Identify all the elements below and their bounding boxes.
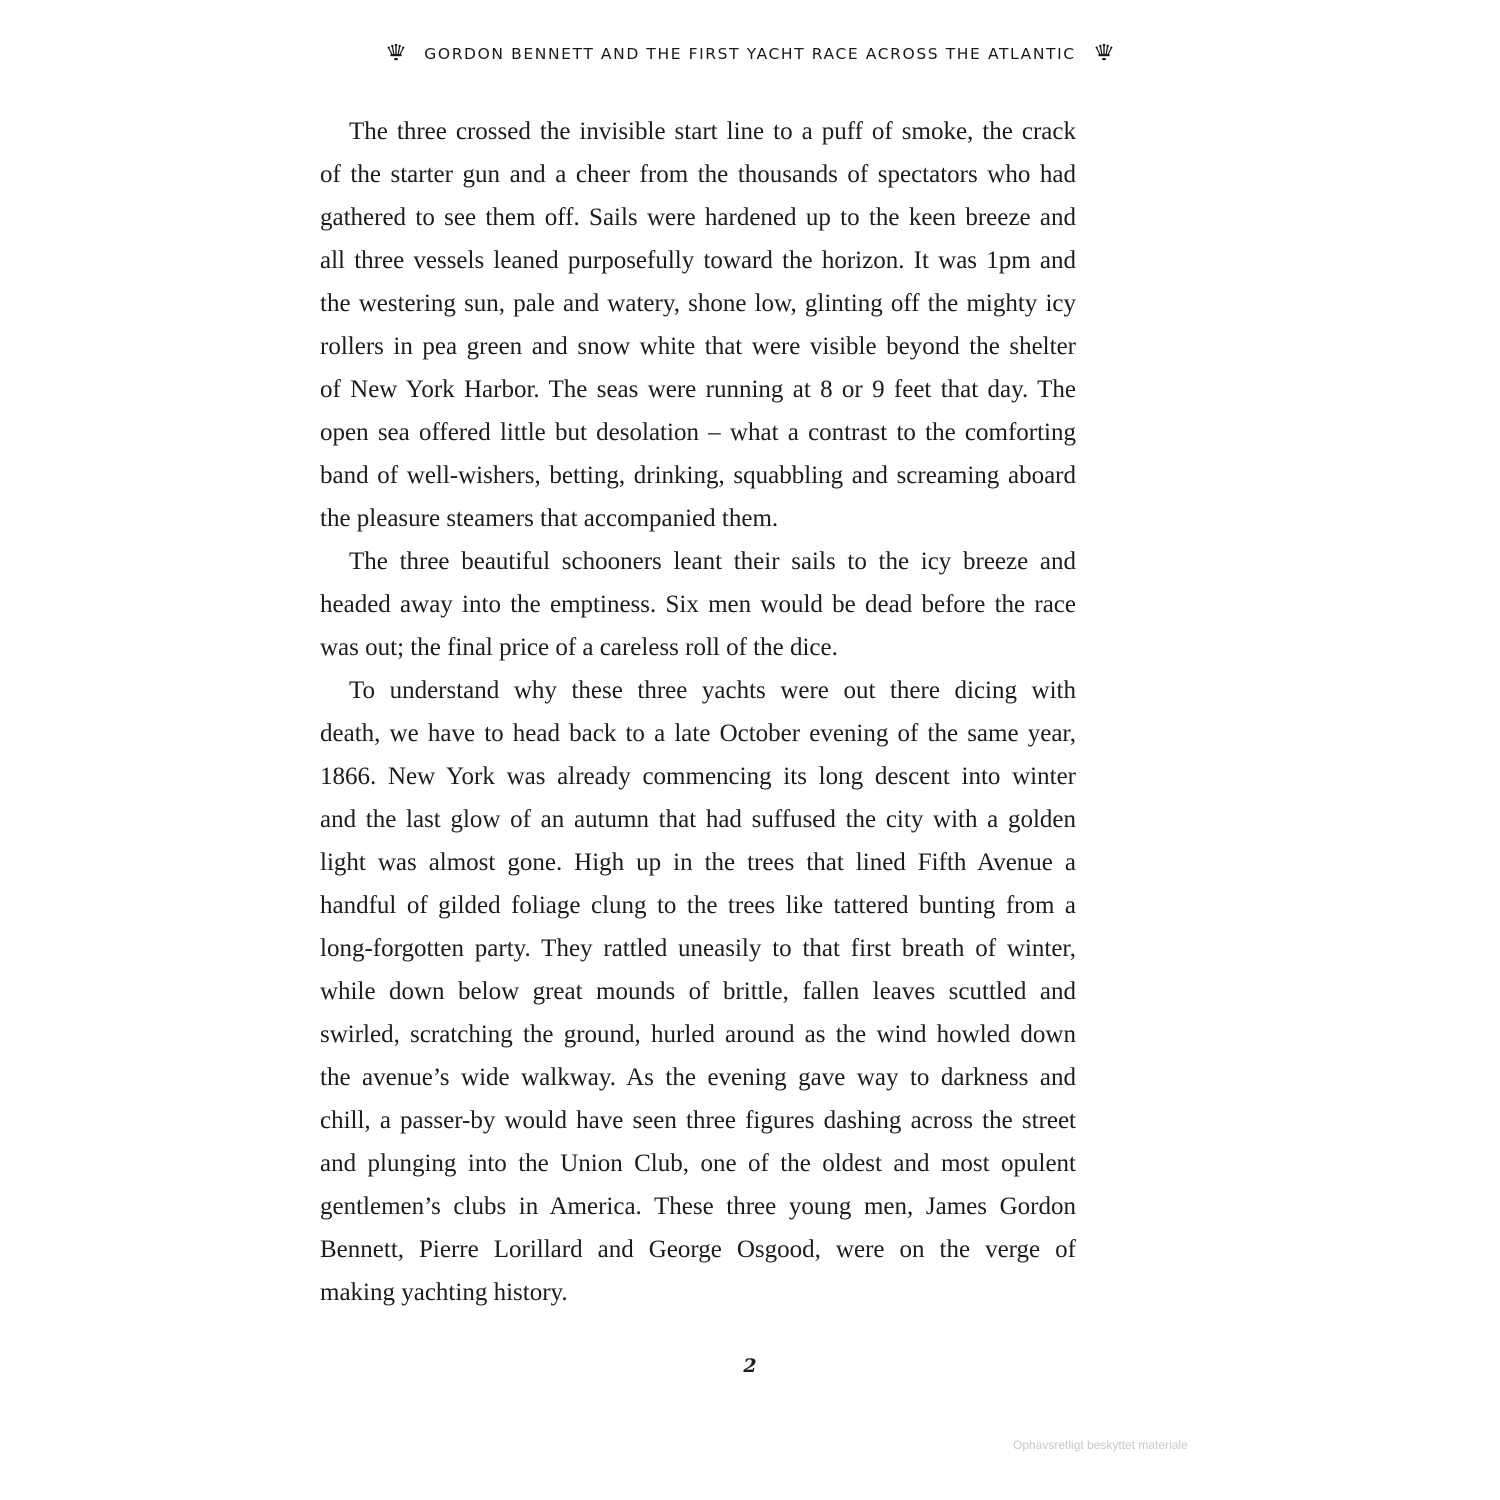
text-line: rollers in pea green and snow white that were visible beyond the shelter	[320, 333, 1076, 360]
text-line: while down below great mounds of brittle, fallen leaves scuttled and	[320, 978, 1076, 1005]
text-line: The three beautiful schooners leant their sails to the icy breeze and	[349, 548, 1076, 575]
text-line: band of well-wishers, betting, drinking, squabbling and screaming aboard	[320, 462, 1076, 489]
text-line: 1866. New York was already commencing its long descent into winter	[320, 763, 1076, 790]
text-line: handful of gilded foliage clung to the trees like tattered bunting from a	[320, 892, 1076, 919]
paragraph-2	[320, 540, 1076, 669]
text-line: death, we have to head back to a late October evening of the same year,	[320, 720, 1076, 747]
text-line: of New York Harbor. The seas were running at 8 or 9 feet that day. The	[320, 376, 1076, 403]
text-line: the westering sun, pale and watery, shone low, glinting off the mighty icy	[320, 290, 1076, 317]
text-line: was out; the final price of a careless roll of the dice.	[320, 634, 838, 661]
crown-ornament-icon	[1094, 42, 1114, 62]
text-line: the pleasure steamers that accompanied them.	[320, 505, 779, 532]
text-line: of the starter gun and a cheer from the thousands of spectators who had	[320, 161, 1076, 188]
text-line: the avenue’s wide walkway. As the evening gave way to darkness and	[320, 1064, 1076, 1091]
running-head-title: GORDON BENNETT AND THE FIRST YACHT RACE ACROSS THE ATLANTIC	[424, 45, 1076, 63]
running-head	[0, 44, 1500, 64]
text-line: long-forgotten party. They rattled uneasily to that first breath of winter,	[320, 935, 1076, 962]
text-line: and plunging into the Union Club, one of the oldest and most opulent	[320, 1150, 1076, 1177]
text-line: Bennett, Pierre Lorillard and George Osgood, were on the verge of	[320, 1236, 1076, 1263]
text-line: light was almost gone. High up in the trees that lined Fifth Avenue a	[320, 849, 1076, 876]
text-line: chill, a passer-by would have seen three figures dashing across the street	[320, 1107, 1076, 1134]
paragraph-3	[320, 669, 1076, 1314]
text-line: headed away into the emptiness. Six men would be dead before the race	[320, 591, 1076, 618]
text-line: making yachting history.	[320, 1279, 568, 1306]
page-number: 2	[743, 1355, 757, 1377]
text-line: and the last glow of an autumn that had suffused the city with a golden	[320, 806, 1076, 833]
text-line: The three crossed the invisible start line to a puff of smoke, the crack	[349, 118, 1076, 145]
text-line: To understand why these three yachts were out there dicing with	[349, 677, 1076, 704]
copyright-watermark: Ophavsretligt beskyttet materiale	[1013, 1438, 1188, 1452]
text-line: all three vessels leaned purposefully toward the horizon. It was 1pm and	[320, 247, 1076, 274]
paragraph-1	[320, 110, 1076, 540]
text-line: gentlemen’s clubs in America. These three young men, James Gordon	[320, 1193, 1076, 1220]
body-text	[320, 110, 1076, 1314]
crown-ornament-icon	[386, 42, 406, 62]
text-line: swirled, scratching the ground, hurled around as the wind howled down	[320, 1021, 1076, 1048]
text-line: gathered to see them off. Sails were hardened up to the keen breeze and	[320, 204, 1076, 231]
text-line: open sea offered little but desolation – what a contrast to the comforting	[320, 419, 1076, 446]
